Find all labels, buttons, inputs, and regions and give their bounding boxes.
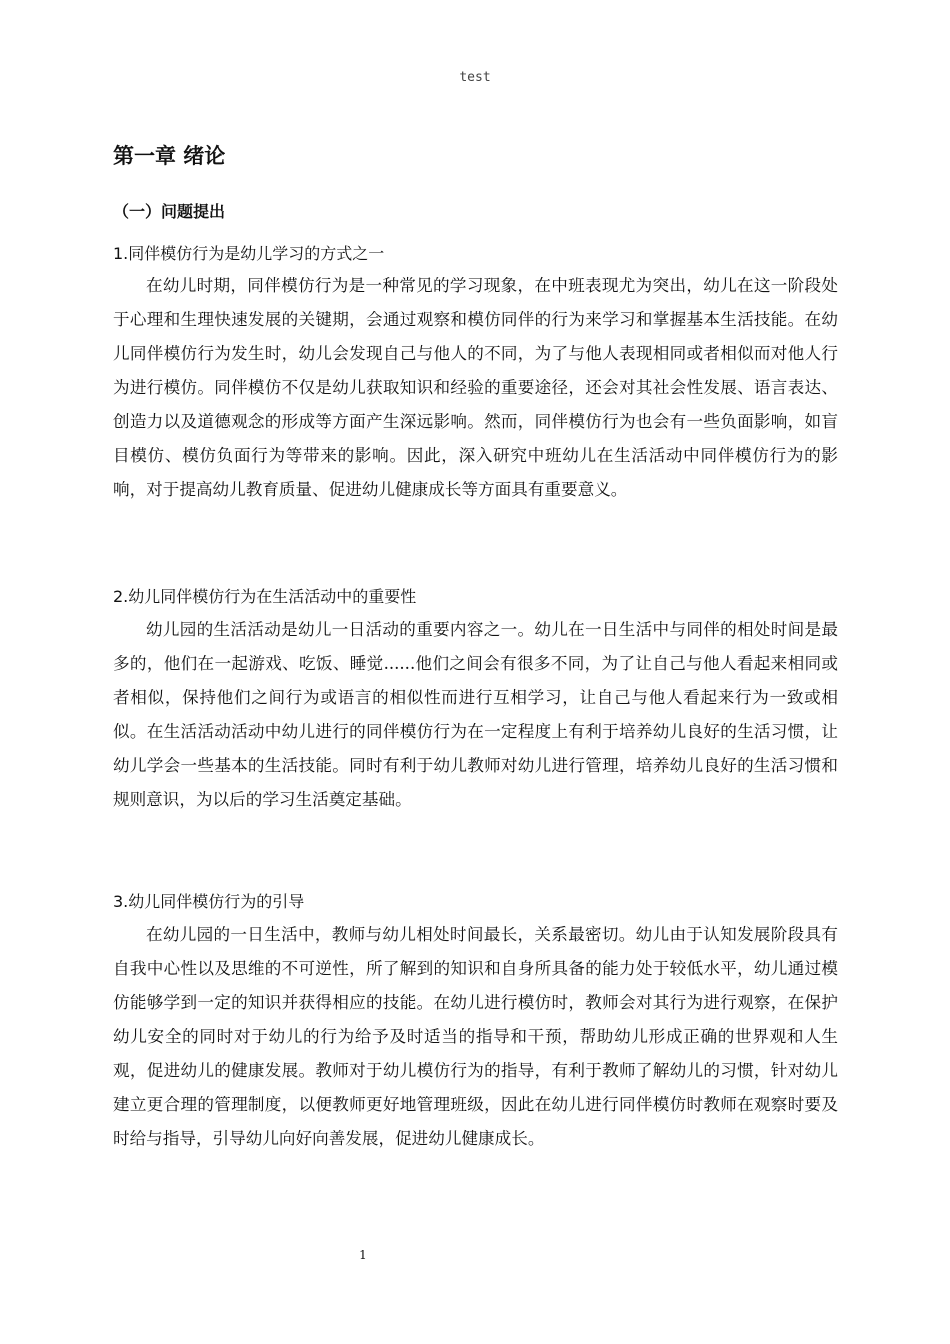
page-header: test (459, 70, 491, 85)
chapter-title: 第一章 绪论 (113, 144, 226, 168)
subsection-body-2: 幼儿园的生活活动是幼儿一日活动的重要内容之一。幼儿在一日生活中与同伴的相处时间是最多的，他们在一起游戏、吃饭、睡觉......他们之间会有很多不同，为了让自己与他人看起来相同或者相似，保持他们之间行为或语言的相似性而进行互相学习，让自己与他人看起来行为一致或相似。在生活活动活动中幼儿进行的同伴模仿行为在一定程度上有利于培养幼儿良好的生活习惯，让幼儿学会一些基本的生活技能。同时有利于幼儿教师对幼儿进行管理，培养幼儿良好的生活习惯和规则意识，为以后的学习生活奠定基础。 (113, 620, 838, 809)
section-title: （一）问题提出 (113, 202, 226, 221)
subsection-body-3: 在幼儿园的一日生活中，教师与幼儿相处时间最长，关系最密切。幼儿由于认知发展阶段具有自我中心性以及思维的不可逆性，所了解到的知识和自身所具备的能力处于较低水平，幼儿通过模仿能够学到一定的知识并获得相应的技能。在幼儿进行模仿时，教师会对其行为进行观察，在保护幼儿安全的同时对于幼儿的行为给予及时适当的指导和干预，帮助幼儿形成正确的世界观和人生观，促进幼儿的健康发展。教师对于幼儿模仿行为的指导，有利于教师了解幼儿的习惯，针对幼儿建立更合理的管理制度，以便教师更好地管理班级，因此在幼儿进行同伴模仿时教师在观察时要及时给与指导，引导幼儿向好向善发展，促进幼儿健康成长。 (113, 925, 838, 1148)
subsection-heading-3: 3.幼儿同伴模仿行为的引导 (113, 892, 305, 911)
subsection-heading-2: 2.幼儿同伴模仿行为在生活活动中的重要性 (113, 587, 417, 606)
subsection-body-1: 在幼儿时期，同伴模仿行为是一种常见的学习现象，在中班表现尤为突出，幼儿在这一阶段处于心理和生理快速发展的关键期，会通过观察和模仿同伴的行为来学习和掌握基本生活技能。在幼儿同伴模仿行为发生时，幼儿会发现自己与他人的不同，为了与他人表现相同或者相似而对他人行为进行模仿。同伴模仿不仅是幼儿获取知识和经验的重要途径，还会对其社会性发展、语言表达、创造力以及道德观念的形成等方面产生深远影响。然而，同伴模仿行为也会有一些负面影响，如盲目模仿、模仿负面行为等带来的影响。因此，深入研究中班幼儿在生活活动中同伴模仿行为的影响，对于提高幼儿教育质量、促进幼儿健康成长等方面具有重要意义。 (113, 276, 838, 499)
subsection-heading-1: 1.同伴模仿行为是幼儿学习的方式之一 (113, 244, 385, 263)
page-number: 1 (359, 1248, 367, 1262)
